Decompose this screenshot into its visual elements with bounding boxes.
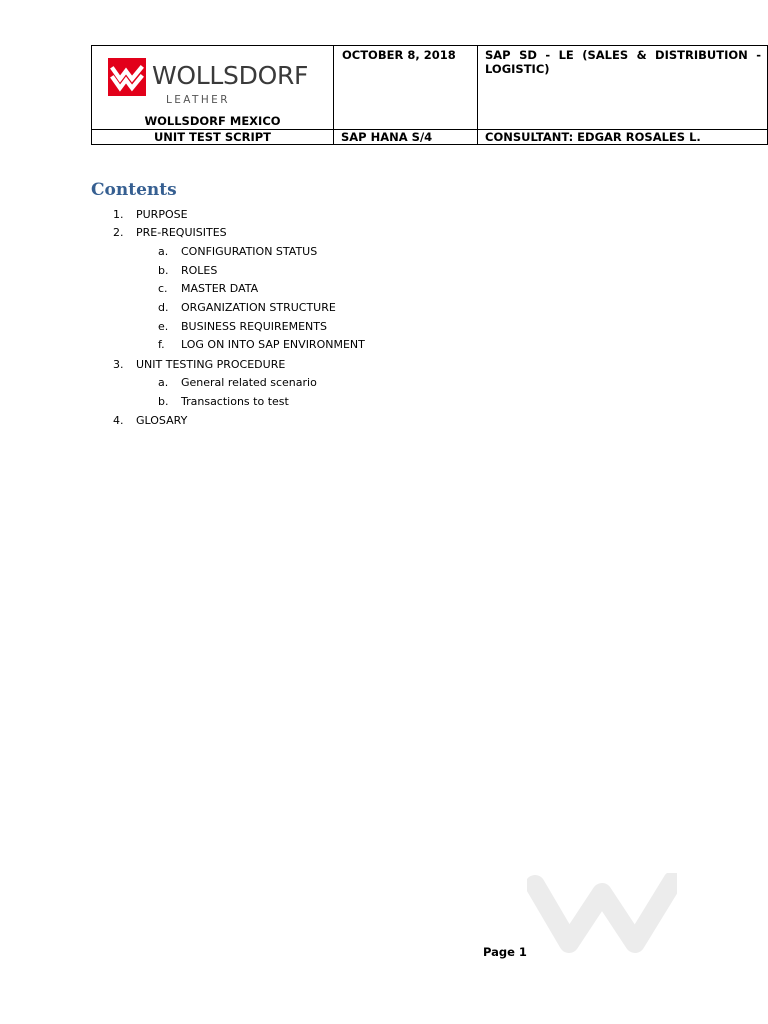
toc-label: GLOSARY (136, 414, 188, 427)
toc-number: 3. (113, 358, 124, 371)
toc-label: CONFIGURATION STATUS (181, 245, 318, 258)
wollsdorf-logo-icon (108, 58, 146, 96)
document-date: OCTOBER 8, 2018 (334, 46, 478, 130)
toc-label: PURPOSE (136, 208, 188, 221)
page-number: Page 1 (483, 945, 527, 959)
toc-label: BUSINESS REQUIREMENTS (181, 320, 327, 333)
toc-number: b. (158, 264, 169, 277)
toc-label: UNIT TESTING PROCEDURE (136, 358, 286, 371)
toc-number: f. (158, 338, 165, 351)
toc-number: 2. (113, 226, 124, 239)
contents-heading: Contents (91, 180, 177, 200)
toc-number: 1. (113, 208, 124, 221)
document-area: SAP SD - LE (SALES & DISTRIBUTION - LOGISTIC) (478, 46, 768, 130)
toc-number: e. (158, 320, 169, 333)
system-name: SAP HANA S/4 (334, 130, 478, 145)
company-logo (108, 58, 318, 106)
logo-subtitle: LEATHER (166, 94, 230, 106)
logo-cell (92, 46, 334, 130)
toc-label: ROLES (181, 264, 218, 277)
logo-name: WOLLSDORF (152, 61, 309, 90)
toc-label: General related scenario (181, 376, 317, 389)
toc-label: LOG ON INTO SAP ENVIRONMENT (181, 338, 365, 351)
toc-number: d. (158, 301, 169, 314)
toc-number: b. (158, 395, 169, 408)
consultant-name: CONSULTANT: EDGAR ROSALES L. (478, 130, 768, 145)
header-table (91, 45, 768, 145)
toc-label: ORGANIZATION STRUCTURE (181, 301, 336, 314)
toc-label: MASTER DATA (181, 282, 259, 295)
company-name: WOLLSDORF MEXICO (144, 114, 281, 128)
toc-label: Transactions to test (181, 395, 289, 408)
toc-label: PRE-REQUISITES (136, 226, 227, 239)
toc-number: c. (158, 282, 168, 295)
toc-number: a. (158, 245, 169, 258)
document-type: UNIT TEST SCRIPT (92, 130, 334, 145)
wollsdorf-watermark-icon (527, 873, 677, 958)
toc-number: a. (158, 376, 169, 389)
toc-number: 4. (113, 414, 124, 427)
